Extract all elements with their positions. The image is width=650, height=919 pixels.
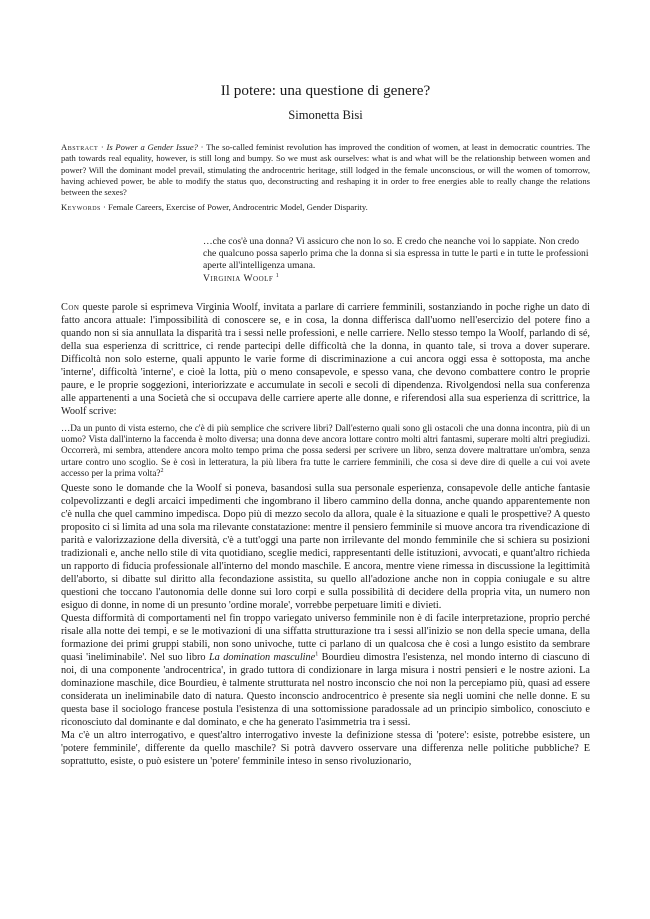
footnote-marker: 2 bbox=[160, 467, 164, 474]
keywords-separator: · bbox=[100, 202, 109, 213]
abstract-subtitle: Is Power a Gender Issue? bbox=[106, 142, 198, 152]
quote-text: …Da un punto di vista esterno, che c'è di più semplice che scrivere libri? Dall'esterno quali sono gli ostacoli che una donna incontra, più di un uomo? Vista dall'interno la faccenda è molto diversa; una donna deve ancora lottare contro molti altri fantasmi, superare molti altri pregiudizi. Occorrerà, mi sembra, attendere ancora molto tempo prima che possa sedersi per scrivere un libro, senza dovere maltrattare un'ombra, senza urtare contro uno scoglio. Se è così in letteratura, la più libera fra tutte le carriere femminili, che cosa si deve dire di quelle a cui voi avete accesso per la prima volta? bbox=[61, 422, 590, 478]
epigraph-author: Virginia Woolf bbox=[203, 272, 274, 284]
keywords-text: Female Careers, Exercise of Power, Androcentric Model, Gender Disparity. bbox=[108, 202, 368, 213]
page bbox=[61, 0, 590, 768]
keywords bbox=[61, 202, 590, 213]
abstract-separator: · bbox=[98, 142, 107, 152]
lead-in: Con bbox=[61, 301, 80, 313]
abstract bbox=[61, 142, 590, 198]
epigraph-text: …che cos'è una donna? Vi assicuro che non lo so. E credo che neanche voi lo sappiate. Non credo che qualcuno possa saperlo prima che la donna si sia espressa in tutte le parti e in tutte le professioni aperte all'intelligenza umana. bbox=[203, 235, 589, 271]
body-paragraph bbox=[61, 612, 590, 729]
author-name: Simonetta Bisi bbox=[288, 108, 363, 122]
paragraph-text: queste parole si esprimeva Virginia Woolf, invitata a parlare di carriere femminili, sostanziando in poche righe un dato di fatto ancora attuale: l'impossibilità di conoscere se, e in cosa, la donna differisca dall'uomo nell'esercizio del potere fino a quando non si sia annullata la disparità tra i sessi nelle professioni, e nelle carriere. Nello stesso tempo la Woolf, parlando di sé, della sua esperienza di scrittrice, ci rende partecipi delle difficoltà che la donna, in quanto tale, si trova a dover superare. Difficoltà non solo esterne, quali appunto le varie forme di discriminazione a cui ancora oggi essa è sottoposta, ma anche 'interne', difficoltà 'interne', e cioè la lotta, più o meno consapevole, e spesso vana, che devono combattere contro le proprie paure, e le proprie soggezioni, interiorizzate e accumulate in secoli e secoli di dipendenza. Rivolgendosi nella sua conferenza alle appartenenti a una Società che si occupava delle carriere aperte alle donne, e riferendosi alla sua esperienza di scrittrice, la Woolf scrive: bbox=[61, 301, 590, 417]
keywords-label: Keywords bbox=[61, 202, 101, 213]
footnote-marker: 1 bbox=[275, 272, 279, 279]
body-paragraph: Queste sono le domande che la Woolf si poneva, basandosi sulla sua personale esperienza, consapevole delle antiche fantasie colpevolizzanti e degli arcaici impedimenti che ingombrano il libero cammino della donna, anche quando apparentemente non c'è nulla che quel cammino impedisca. Dopo più di mezzo secolo da allora, quale è la situazione e quali le prospettive? A questo proposito ci si limita ad una sola ma rilevante constatazione: mentre il pensiero femminile si muove ancora tra rivendicazione di parità e valorizzazione della diversità, c'è a tutt'oggi una parte non irrilevante del mondo femminile che si schiera su posizioni tradizionali e, anche nello stile di vita quotidiano, sceglie medici, rappresentanti delle istituzioni, avvocati, e quant'altro richieda un rapporto di fiducia professionale all'interno del mondo maschile. E ancora, mentre viene rimessa in discussione la legittimità dell'aborto, si dibatte sul diritto alla fecondazione assistita, su quello all'adozione anche non in coppia coniugale e su altre questioni che toccano l'autonomia delle donne sui loro corpi e sulla possibilità di decidere della propria vita, un numero non esiguo di donne, in nome di un presunto 'ordine morale', vorrebbe perpetuare limiti e divieti. bbox=[61, 483, 590, 612]
epigraph bbox=[203, 236, 590, 285]
block-quote bbox=[61, 423, 590, 479]
body-paragraph bbox=[61, 301, 590, 418]
abstract-text: The so-called feminist revolution has improved the condition of women, at least in democratic countries. The path towards real equality, however, is still long and bumpy. So we must ask ourselves: what is and what will be the relationship between women and power? Will the dominant model prevail, stimulating the androcentric heritage, still lodged in the female unconscious, or will the women of tomorrow, having achieved power, be able to modify the status quo, deconstructing and reshaping it in order to free energies able to really change the relations between the sexes? bbox=[61, 142, 590, 198]
footnote-marker: 1 bbox=[315, 651, 319, 658]
paragraph-text: Bourdieu dimostra l'esistenza, nel mondo interno di ciascuno di noi, di una componente 'androcentrica', in grado tuttora di condizionare in larga misura i nostri pensieri e le nostre azioni. La dominazione maschile, dice Bourdieu, è talmente strutturata nel nostro inconscio che noi non la percepiamo più, quasi ad essere considerata un ineliminabile dato di natura. Questo inconscio androcentrico è presente sia negli uomini che nelle donne. E su questa base il sociologo francese postula l'esistenza di una sottomissione paradossale ad un principio simbolico, conosciuto e riconosciuto dal dominante e dal dominato, e che ha generato l'asimmetria tra i sessi. bbox=[61, 652, 591, 729]
abstract-separator: · bbox=[197, 142, 207, 152]
paper-title: Il potere: una questione di genere? bbox=[220, 82, 431, 99]
book-title: La domination masculine bbox=[208, 652, 316, 664]
paragraph-text: Questa difformità di comportamenti nel fin troppo variegato universo femminile non è di facile interpretazione, proprio perché risale alla notte dei tempi, e se le motivazioni di una siffatta strutturazione tra i sessi all'inizio se non della specie umana, della formazione dei primi gruppi stabili, non sono univoche, tutte ci parlano di un qualcosa che è così a lungo esistito da sembrare quasi 'ineliminabile'. Nel suo libro bbox=[61, 613, 590, 664]
body-paragraph: Ma c'è un altro interrogativo, e quest'altro interrogativo investe la definizione stessa di 'potere': esiste, potrebbe esistere, un 'potere femminile', differente da quello maschile? Si potrà davvero osservare una differenza nelle politiche pubbliche? E soprattutto, esiste, o può esistere un 'potere' femminile inteso in senso rivoluzionario, bbox=[61, 730, 590, 768]
abstract-label: Abstract bbox=[61, 142, 99, 152]
epigraph-attribution bbox=[203, 273, 590, 285]
